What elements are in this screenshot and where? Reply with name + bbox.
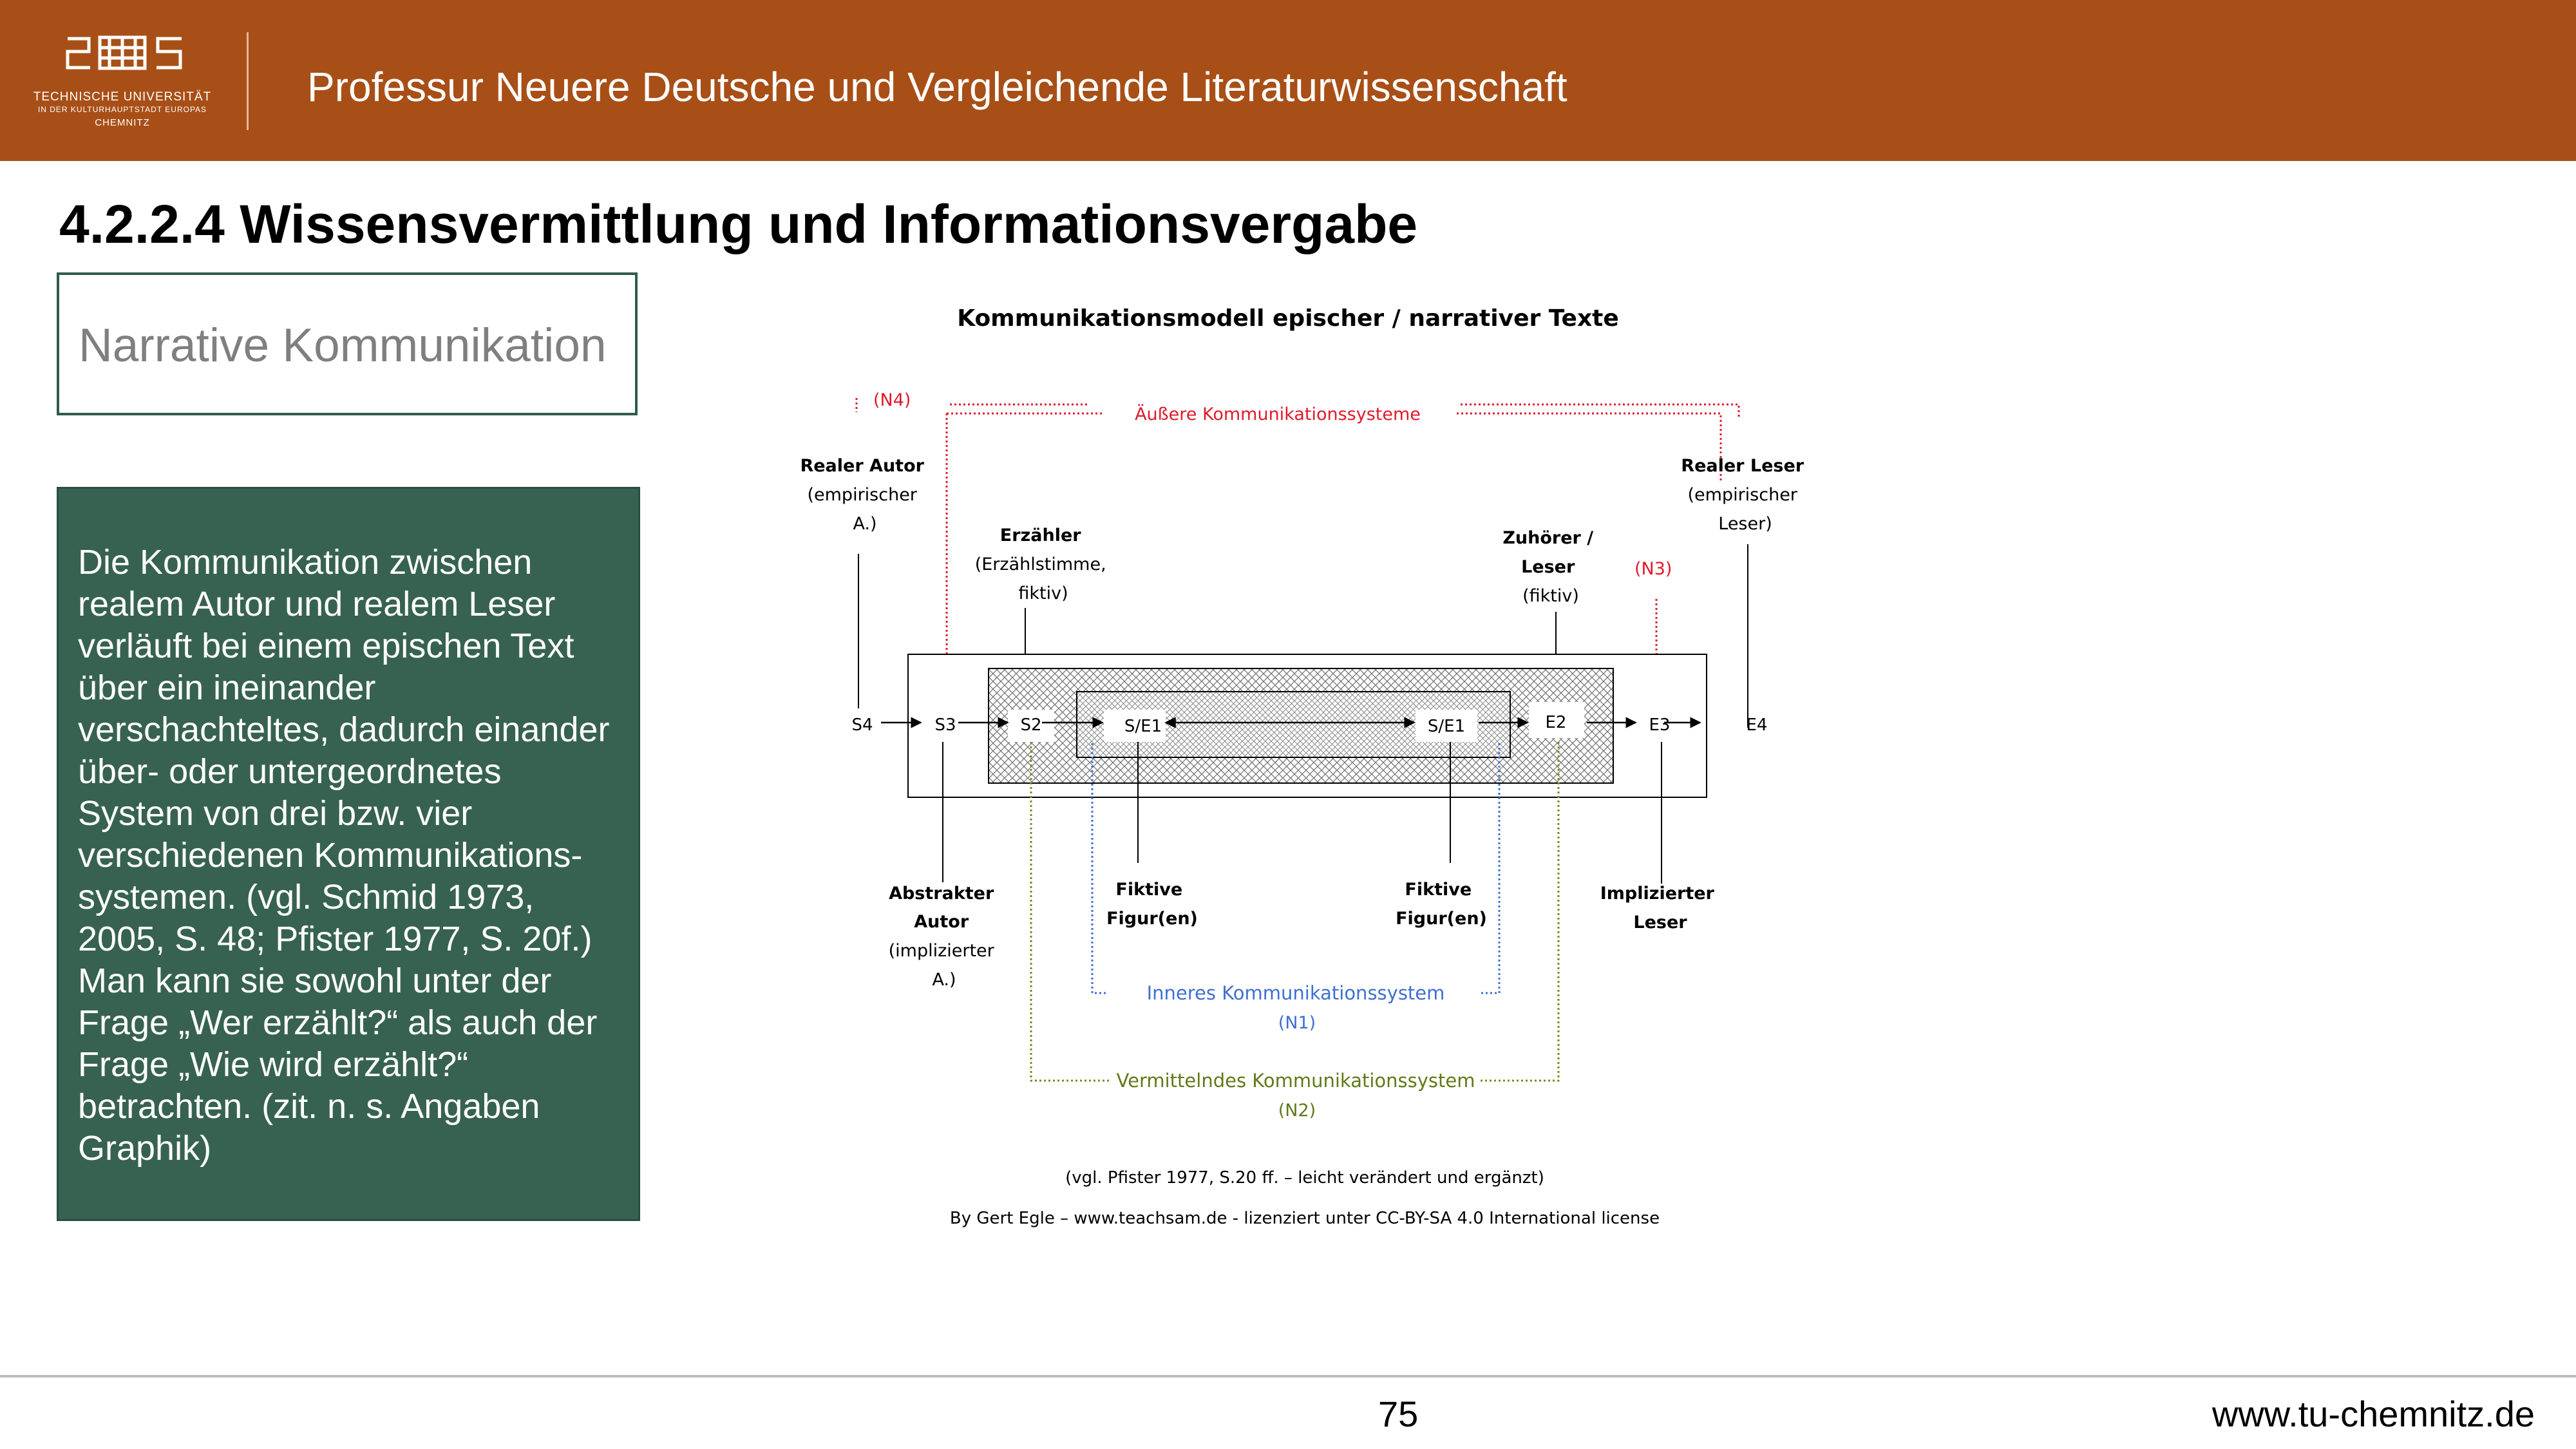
- body-line: Graphik): [78, 1129, 212, 1168]
- logo-text-line2: IN DER KULTURHAUPTSTADT EUROPAS: [37, 105, 207, 114]
- header-title: Professur Neuere Deutsche und Vergleichende Literaturwissenschaft: [307, 64, 1567, 110]
- mediating-system-label: Vermittelndes Kommunikationssystem: [1116, 1070, 1475, 1092]
- body-line: über ein ineinander: [78, 668, 376, 707]
- body-line: Man kann sie sowohl unter der: [78, 961, 552, 1000]
- logo-text-line3: CHEMNITZ: [95, 117, 150, 128]
- body-line: Die Kommunikation zwischen: [78, 543, 533, 582]
- n3-label: (N3): [1634, 559, 1672, 579]
- header-divider: [247, 32, 249, 130]
- footer-url[interactable]: www.tu-chemnitz.de: [2211, 1394, 2535, 1434]
- n4-label: (N4): [873, 390, 911, 410]
- body-line: betrachten. (zit. n. s. Angaben: [78, 1087, 540, 1126]
- body-line: über- oder untergeordnetes: [78, 752, 502, 791]
- header-bar: [0, 0, 2576, 161]
- body-line: Frage „Wie wird erzählt?“: [78, 1045, 469, 1084]
- implied-reader-label: Implizierter Leser: [1600, 884, 1714, 933]
- node-s2: S2: [1020, 715, 1042, 735]
- body-line: 2005, S. 48; Pfister 1977, S. 20f.): [78, 920, 592, 958]
- fictive-figures-left-label: Fiktive Figur(en): [1106, 880, 1198, 929]
- outer-system-label: Äußere Kommunikationssysteme: [1135, 404, 1421, 424]
- real-author-label: Realer Autor (empirischer A.): [800, 456, 924, 534]
- source-note: (vgl. Pfister 1977, S.20 ff. – leicht verändert und ergänzt): [1065, 1168, 1544, 1188]
- slide-title: 4.2.2.4 Wissensvermittlung und Informationsvergabe: [59, 194, 1418, 254]
- logo-text-line1: TECHNISCHE UNIVERSITÄT: [33, 90, 212, 104]
- body-line: realem Autor und realem Leser: [78, 585, 556, 623]
- n2-label: (N2): [1278, 1101, 1316, 1121]
- listener-label: Zuhörer / Leser (fiktiv): [1502, 528, 1594, 606]
- node-e2: E2: [1545, 713, 1567, 732]
- node-s4: S4: [851, 715, 873, 735]
- section-box: [57, 272, 638, 415]
- n1-label: (N1): [1278, 1013, 1316, 1033]
- diagram-title: Kommunikationsmodell epischer / narrativer Texte: [957, 305, 1619, 332]
- inner-system-label: Inneres Kommunikationssystem: [1146, 982, 1445, 1004]
- body-line: verschiedenen Kommunikations-: [78, 836, 583, 875]
- node-se1-left: S/E1: [1124, 717, 1162, 736]
- page-number: 75: [1378, 1394, 1419, 1434]
- university-logo-icon: [64, 32, 187, 77]
- text-box-body: [78, 542, 619, 1170]
- license-note: By Gert Egle – www.teachsam.de - lizenziert unter CC-BY-SA 4.0 International license: [949, 1209, 1660, 1228]
- body-line: Frage „Wer erzählt?“ als auch der: [78, 1003, 598, 1042]
- node-s3: S3: [934, 715, 956, 735]
- communication-model-diagram: [773, 283, 1842, 1236]
- node-e4: E4: [1746, 715, 1768, 735]
- node-e3: E3: [1649, 715, 1671, 735]
- body-line: System von drei bzw. vier: [78, 794, 473, 833]
- footer-divider: [0, 1375, 2576, 1378]
- text-box: [57, 487, 640, 1221]
- narrator-label: Erzähler (Erzählstimme, fiktiv): [974, 526, 1106, 603]
- real-reader-label: Realer Leser (empirischer Leser): [1681, 456, 1804, 534]
- node-se1-right: S/E1: [1427, 717, 1466, 736]
- body-line: verläuft bei einem epischen Text: [78, 627, 574, 665]
- body-line: systemen. (vgl. Schmid 1973,: [78, 878, 535, 916]
- abstract-author-label: Abstrakter Autor (implizierter A.): [888, 884, 994, 990]
- body-line: verschachteltes, dadurch einander: [78, 710, 610, 749]
- section-label: Narrative Kommunikation: [79, 319, 607, 372]
- fictive-figures-right-label: Fiktive Figur(en): [1396, 880, 1487, 929]
